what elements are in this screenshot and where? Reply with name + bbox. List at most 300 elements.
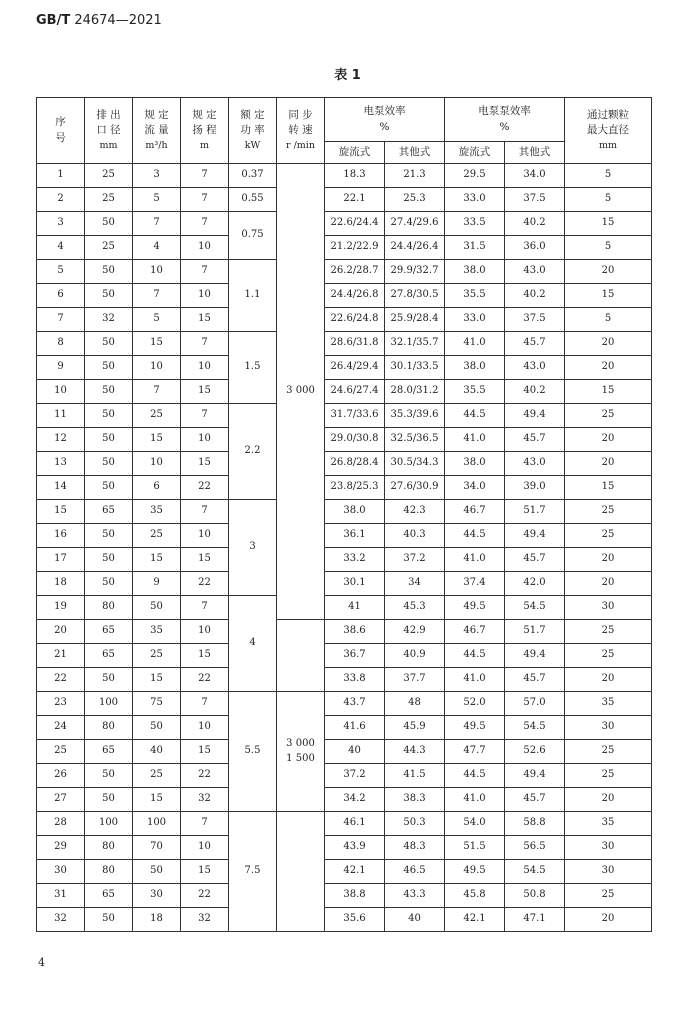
table-row xyxy=(37,860,652,884)
cell-pump-swirl: 51.5 xyxy=(445,836,505,860)
cell-seq: 17 xyxy=(37,548,85,572)
cell-head: 7 xyxy=(181,692,229,716)
cell-pump-other: 45.7 xyxy=(505,428,565,452)
cell-head: 15 xyxy=(181,860,229,884)
table-row xyxy=(37,692,652,716)
table-row xyxy=(37,884,652,908)
table-row xyxy=(37,572,652,596)
cell-particle: 35 xyxy=(565,812,652,836)
cell-outlet: 50 xyxy=(85,764,133,788)
cell-flow: 15 xyxy=(133,668,181,692)
cell-flow: 7 xyxy=(133,212,181,236)
cell-seq: 31 xyxy=(37,884,85,908)
cell-particle: 20 xyxy=(565,668,652,692)
cell-flow: 15 xyxy=(133,548,181,572)
cell-motor-swirl: 46.1 xyxy=(325,812,385,836)
header-power: 额 定 功 率 kW xyxy=(229,98,277,164)
cell-head: 10 xyxy=(181,620,229,644)
cell-outlet: 65 xyxy=(85,740,133,764)
cell-head: 10 xyxy=(181,236,229,260)
cell-pump-swirl: 49.5 xyxy=(445,716,505,740)
cell-seq: 28 xyxy=(37,812,85,836)
cell-speed xyxy=(277,620,325,692)
cell-motor-swirl: 43.7 xyxy=(325,692,385,716)
cell-outlet: 50 xyxy=(85,476,133,500)
cell-particle: 20 xyxy=(565,332,652,356)
cell-pump-swirl: 33.0 xyxy=(445,308,505,332)
cell-outlet: 50 xyxy=(85,404,133,428)
cell-flow: 9 xyxy=(133,572,181,596)
cell-head: 10 xyxy=(181,716,229,740)
cell-seq: 9 xyxy=(37,356,85,380)
table-row xyxy=(37,380,652,404)
table-row xyxy=(37,716,652,740)
cell-outlet: 65 xyxy=(85,644,133,668)
cell-particle: 25 xyxy=(565,524,652,548)
cell-pump-other: 43.0 xyxy=(505,356,565,380)
cell-outlet: 50 xyxy=(85,380,133,404)
speed-value: 1 500 xyxy=(286,752,315,764)
cell-head: 22 xyxy=(181,668,229,692)
cell-flow: 10 xyxy=(133,452,181,476)
cell-outlet: 50 xyxy=(85,788,133,812)
cell-motor-other: 42.3 xyxy=(385,500,445,524)
cell-pump-other: 39.0 xyxy=(505,476,565,500)
table-row xyxy=(37,356,652,380)
cell-motor-other: 45.9 xyxy=(385,716,445,740)
cell-motor-swirl: 26.4/29.4 xyxy=(325,356,385,380)
cell-head: 7 xyxy=(181,332,229,356)
cell-outlet: 25 xyxy=(85,188,133,212)
cell-pump-swirl: 49.5 xyxy=(445,860,505,884)
cell-motor-swirl: 28.6/31.8 xyxy=(325,332,385,356)
cell-flow: 75 xyxy=(133,692,181,716)
cell-pump-other: 45.7 xyxy=(505,788,565,812)
cell-motor-other: 30.1/33.5 xyxy=(385,356,445,380)
cell-head: 7 xyxy=(181,188,229,212)
cell-pump-other: 34.0 xyxy=(505,164,565,188)
table-row xyxy=(37,668,652,692)
cell-pump-swirl: 35.5 xyxy=(445,284,505,308)
cell-outlet: 50 xyxy=(85,572,133,596)
cell-motor-other: 34 xyxy=(385,572,445,596)
table-row xyxy=(37,500,652,524)
cell-head: 22 xyxy=(181,764,229,788)
cell-head: 10 xyxy=(181,836,229,860)
cell-motor-swirl: 24.6/27.4 xyxy=(325,380,385,404)
cell-outlet: 50 xyxy=(85,452,133,476)
cell-pump-swirl: 44.5 xyxy=(445,404,505,428)
cell-pump-swirl: 45.8 xyxy=(445,884,505,908)
table-row xyxy=(37,188,652,212)
cell-particle: 25 xyxy=(565,884,652,908)
table-row xyxy=(37,236,652,260)
cell-pump-other: 45.7 xyxy=(505,548,565,572)
cell-outlet: 32 xyxy=(85,308,133,332)
cell-motor-other: 38.3 xyxy=(385,788,445,812)
cell-head: 15 xyxy=(181,740,229,764)
cell-pump-other: 58.8 xyxy=(505,812,565,836)
cell-power: 2.2 xyxy=(229,404,277,500)
cell-particle: 20 xyxy=(565,908,652,932)
cell-seq: 3 xyxy=(37,212,85,236)
cell-pump-other: 56.5 xyxy=(505,836,565,860)
table-title: 表 1 xyxy=(334,68,361,83)
table-row xyxy=(37,524,652,548)
cell-motor-swirl: 40 xyxy=(325,740,385,764)
cell-pump-swirl: 49.5 xyxy=(445,596,505,620)
cell-seq: 25 xyxy=(37,740,85,764)
table-row xyxy=(37,404,652,428)
cell-pump-other: 37.5 xyxy=(505,308,565,332)
cell-power: 3 xyxy=(229,500,277,596)
cell-pump-swirl: 35.5 xyxy=(445,380,505,404)
cell-seq: 6 xyxy=(37,284,85,308)
cell-head: 15 xyxy=(181,308,229,332)
cell-flow: 70 xyxy=(133,836,181,860)
cell-flow: 100 xyxy=(133,812,181,836)
cell-outlet: 80 xyxy=(85,860,133,884)
cell-outlet: 80 xyxy=(85,596,133,620)
table-row xyxy=(37,212,652,236)
cell-seq: 30 xyxy=(37,860,85,884)
cell-outlet: 50 xyxy=(85,260,133,284)
cell-head: 10 xyxy=(181,428,229,452)
cell-particle: 5 xyxy=(565,308,652,332)
cell-head: 32 xyxy=(181,908,229,932)
cell-flow: 50 xyxy=(133,596,181,620)
cell-motor-other: 37.7 xyxy=(385,668,445,692)
cell-motor-other: 40.9 xyxy=(385,644,445,668)
table-row xyxy=(37,164,652,188)
cell-outlet: 80 xyxy=(85,716,133,740)
cell-pump-other: 45.7 xyxy=(505,668,565,692)
cell-flow: 7 xyxy=(133,380,181,404)
cell-particle: 30 xyxy=(565,596,652,620)
cell-motor-other: 29.9/32.7 xyxy=(385,260,445,284)
cell-pump-swirl: 47.7 xyxy=(445,740,505,764)
cell-outlet: 25 xyxy=(85,236,133,260)
cell-pump-swirl: 52.0 xyxy=(445,692,505,716)
cell-motor-other: 35.3/39.6 xyxy=(385,404,445,428)
header-pump-efficiency: 电泵泵效率 % xyxy=(445,98,565,142)
cell-motor-other: 48.3 xyxy=(385,836,445,860)
cell-pump-other: 49.4 xyxy=(505,764,565,788)
table-row xyxy=(37,644,652,668)
cell-seq: 23 xyxy=(37,692,85,716)
cell-pump-swirl: 31.5 xyxy=(445,236,505,260)
cell-motor-other: 50.3 xyxy=(385,812,445,836)
cell-flow: 5 xyxy=(133,188,181,212)
cell-particle: 35 xyxy=(565,692,652,716)
cell-seq: 20 xyxy=(37,620,85,644)
cell-pump-other: 42.0 xyxy=(505,572,565,596)
table-row xyxy=(37,836,652,860)
cell-particle: 25 xyxy=(565,500,652,524)
cell-head: 7 xyxy=(181,260,229,284)
cell-particle: 30 xyxy=(565,716,652,740)
cell-head: 15 xyxy=(181,644,229,668)
cell-flow: 25 xyxy=(133,764,181,788)
cell-pump-other: 43.0 xyxy=(505,452,565,476)
cell-seq: 2 xyxy=(37,188,85,212)
cell-head: 7 xyxy=(181,596,229,620)
cell-flow: 25 xyxy=(133,404,181,428)
cell-power: 1.5 xyxy=(229,332,277,404)
cell-outlet: 25 xyxy=(85,164,133,188)
cell-particle: 25 xyxy=(565,404,652,428)
cell-motor-other: 32.1/35.7 xyxy=(385,332,445,356)
table-row xyxy=(37,476,652,500)
cell-pump-swirl: 41.0 xyxy=(445,548,505,572)
cell-particle: 20 xyxy=(565,260,652,284)
table-row xyxy=(37,812,652,836)
cell-speed xyxy=(277,692,325,812)
cell-flow: 30 xyxy=(133,884,181,908)
cell-motor-swirl: 38.0 xyxy=(325,500,385,524)
cell-motor-other: 27.4/29.6 xyxy=(385,212,445,236)
cell-particle: 5 xyxy=(565,188,652,212)
cell-power: 0.55 xyxy=(229,188,277,212)
cell-head: 15 xyxy=(181,452,229,476)
header-outlet: 排 出 口 径 mm xyxy=(85,98,133,164)
cell-pump-swirl: 41.0 xyxy=(445,428,505,452)
cell-seq: 1 xyxy=(37,164,85,188)
cell-particle: 5 xyxy=(565,164,652,188)
cell-seq: 7 xyxy=(37,308,85,332)
cell-particle: 15 xyxy=(565,476,652,500)
cell-head: 10 xyxy=(181,284,229,308)
cell-motor-swirl: 18.3 xyxy=(325,164,385,188)
cell-pump-swirl: 37.4 xyxy=(445,572,505,596)
cell-motor-other: 27.6/30.9 xyxy=(385,476,445,500)
standard-code: GB/T 24674—2021 xyxy=(36,13,162,28)
cell-outlet: 50 xyxy=(85,548,133,572)
cell-head: 15 xyxy=(181,548,229,572)
cell-motor-other: 37.2 xyxy=(385,548,445,572)
cell-flow: 25 xyxy=(133,644,181,668)
cell-motor-swirl: 23.8/25.3 xyxy=(325,476,385,500)
cell-flow: 25 xyxy=(133,524,181,548)
cell-motor-other: 25.3 xyxy=(385,188,445,212)
cell-seq: 16 xyxy=(37,524,85,548)
table-row xyxy=(37,620,652,644)
cell-outlet: 50 xyxy=(85,332,133,356)
cell-pump-swirl: 33.5 xyxy=(445,212,505,236)
cell-motor-swirl: 37.2 xyxy=(325,764,385,788)
cell-motor-swirl: 36.7 xyxy=(325,644,385,668)
cell-motor-swirl: 21.2/22.9 xyxy=(325,236,385,260)
cell-seq: 4 xyxy=(37,236,85,260)
cell-head: 10 xyxy=(181,356,229,380)
cell-flow: 40 xyxy=(133,740,181,764)
cell-head: 15 xyxy=(181,380,229,404)
cell-pump-other: 54.5 xyxy=(505,596,565,620)
cell-seq: 26 xyxy=(37,764,85,788)
cell-flow: 35 xyxy=(133,500,181,524)
cell-motor-other: 40 xyxy=(385,908,445,932)
cell-power: 0.75 xyxy=(229,212,277,260)
cell-head: 7 xyxy=(181,812,229,836)
cell-flow: 15 xyxy=(133,332,181,356)
cell-particle: 25 xyxy=(565,764,652,788)
cell-motor-other: 46.5 xyxy=(385,860,445,884)
table-row xyxy=(37,308,652,332)
cell-seq: 14 xyxy=(37,476,85,500)
cell-particle: 20 xyxy=(565,356,652,380)
cell-outlet: 100 xyxy=(85,812,133,836)
cell-flow: 6 xyxy=(133,476,181,500)
cell-head: 7 xyxy=(181,500,229,524)
table-row xyxy=(37,764,652,788)
cell-seq: 32 xyxy=(37,908,85,932)
cell-seq: 21 xyxy=(37,644,85,668)
cell-flow: 50 xyxy=(133,860,181,884)
cell-head: 7 xyxy=(181,212,229,236)
cell-particle: 20 xyxy=(565,788,652,812)
cell-flow: 50 xyxy=(133,716,181,740)
cell-outlet: 50 xyxy=(85,428,133,452)
cell-motor-swirl: 38.8 xyxy=(325,884,385,908)
cell-outlet: 65 xyxy=(85,884,133,908)
cell-outlet: 65 xyxy=(85,500,133,524)
cell-pump-other: 43.0 xyxy=(505,260,565,284)
cell-motor-other: 41.5 xyxy=(385,764,445,788)
cell-speed xyxy=(277,164,325,620)
cell-pump-swirl: 44.5 xyxy=(445,524,505,548)
cell-motor-swirl: 22.6/24.8 xyxy=(325,308,385,332)
cell-pump-other: 37.5 xyxy=(505,188,565,212)
cell-flow: 4 xyxy=(133,236,181,260)
cell-motor-other: 24.4/26.4 xyxy=(385,236,445,260)
cell-outlet: 100 xyxy=(85,692,133,716)
page-number: 4 xyxy=(38,956,45,969)
cell-head: 10 xyxy=(181,524,229,548)
cell-pump-swirl: 42.1 xyxy=(445,908,505,932)
cell-motor-other: 42.9 xyxy=(385,620,445,644)
cell-motor-swirl: 24.4/26.8 xyxy=(325,284,385,308)
cell-pump-other: 51.7 xyxy=(505,620,565,644)
cell-pump-swirl: 46.7 xyxy=(445,500,505,524)
cell-outlet: 50 xyxy=(85,212,133,236)
table-row xyxy=(37,908,652,932)
cell-motor-other: 45.3 xyxy=(385,596,445,620)
cell-pump-swirl: 38.0 xyxy=(445,452,505,476)
cell-flow: 15 xyxy=(133,428,181,452)
cell-particle: 20 xyxy=(565,572,652,596)
table-row xyxy=(37,788,652,812)
cell-outlet: 65 xyxy=(85,620,133,644)
cell-pump-swirl: 41.0 xyxy=(445,668,505,692)
cell-particle: 15 xyxy=(565,212,652,236)
cell-particle: 15 xyxy=(565,284,652,308)
cell-pump-other: 47.1 xyxy=(505,908,565,932)
table-row xyxy=(37,548,652,572)
cell-particle: 20 xyxy=(565,548,652,572)
cell-outlet: 50 xyxy=(85,356,133,380)
cell-pump-other: 54.5 xyxy=(505,716,565,740)
cell-flow: 10 xyxy=(133,356,181,380)
cell-particle: 20 xyxy=(565,452,652,476)
cell-motor-swirl: 30.1 xyxy=(325,572,385,596)
cell-outlet: 50 xyxy=(85,668,133,692)
header-motor-efficiency: 电泵效率 % xyxy=(325,98,445,142)
cell-seq: 24 xyxy=(37,716,85,740)
header-swirl-1: 旋流式 xyxy=(325,142,385,164)
cell-motor-swirl: 36.1 xyxy=(325,524,385,548)
cell-motor-other: 40.3 xyxy=(385,524,445,548)
cell-seq: 12 xyxy=(37,428,85,452)
cell-flow: 18 xyxy=(133,908,181,932)
cell-motor-other: 25.9/28.4 xyxy=(385,308,445,332)
cell-pump-other: 50.8 xyxy=(505,884,565,908)
cell-head: 22 xyxy=(181,476,229,500)
cell-motor-other: 48 xyxy=(385,692,445,716)
cell-motor-other: 32.5/36.5 xyxy=(385,428,445,452)
cell-motor-swirl: 34.2 xyxy=(325,788,385,812)
cell-seq: 29 xyxy=(37,836,85,860)
cell-pump-other: 40.2 xyxy=(505,212,565,236)
cell-motor-swirl: 35.6 xyxy=(325,908,385,932)
cell-motor-swirl: 33.8 xyxy=(325,668,385,692)
table-row xyxy=(37,332,652,356)
cell-power: 5.5 xyxy=(229,692,277,812)
cell-pump-swirl: 29.5 xyxy=(445,164,505,188)
cell-seq: 22 xyxy=(37,668,85,692)
cell-particle: 25 xyxy=(565,620,652,644)
cell-motor-other: 43.3 xyxy=(385,884,445,908)
cell-flow: 7 xyxy=(133,284,181,308)
cell-seq: 10 xyxy=(37,380,85,404)
table-row xyxy=(37,428,652,452)
cell-motor-other: 28.0/31.2 xyxy=(385,380,445,404)
cell-outlet: 50 xyxy=(85,284,133,308)
cell-seq: 15 xyxy=(37,500,85,524)
cell-pump-other: 54.5 xyxy=(505,860,565,884)
cell-seq: 13 xyxy=(37,452,85,476)
cell-power: 4 xyxy=(229,596,277,692)
cell-particle: 25 xyxy=(565,644,652,668)
cell-pump-swirl: 34.0 xyxy=(445,476,505,500)
cell-seq: 27 xyxy=(37,788,85,812)
cell-power: 7.5 xyxy=(229,812,277,932)
cell-pump-swirl: 54.0 xyxy=(445,812,505,836)
cell-seq: 18 xyxy=(37,572,85,596)
cell-motor-other: 27.8/30.5 xyxy=(385,284,445,308)
speed-value: 3 000 xyxy=(286,385,315,397)
header-flow: 规 定 流 量 m³/h xyxy=(133,98,181,164)
cell-motor-swirl: 41.6 xyxy=(325,716,385,740)
cell-pump-swirl: 44.5 xyxy=(445,764,505,788)
cell-pump-swirl: 44.5 xyxy=(445,644,505,668)
cell-motor-swirl: 41 xyxy=(325,596,385,620)
cell-pump-other: 45.7 xyxy=(505,332,565,356)
cell-motor-other: 30.5/34.3 xyxy=(385,452,445,476)
cell-motor-swirl: 26.8/28.4 xyxy=(325,452,385,476)
cell-pump-swirl: 38.0 xyxy=(445,356,505,380)
table-row xyxy=(37,740,652,764)
cell-particle: 15 xyxy=(565,380,652,404)
cell-seq: 19 xyxy=(37,596,85,620)
cell-flow: 35 xyxy=(133,620,181,644)
cell-outlet: 80 xyxy=(85,836,133,860)
cell-motor-swirl: 29.0/30.8 xyxy=(325,428,385,452)
header-other-2: 其他式 xyxy=(505,142,565,164)
pump-efficiency-table xyxy=(36,97,652,932)
cell-head: 32 xyxy=(181,788,229,812)
header-seq: 序 号 xyxy=(37,98,85,164)
cell-pump-other: 51.7 xyxy=(505,500,565,524)
